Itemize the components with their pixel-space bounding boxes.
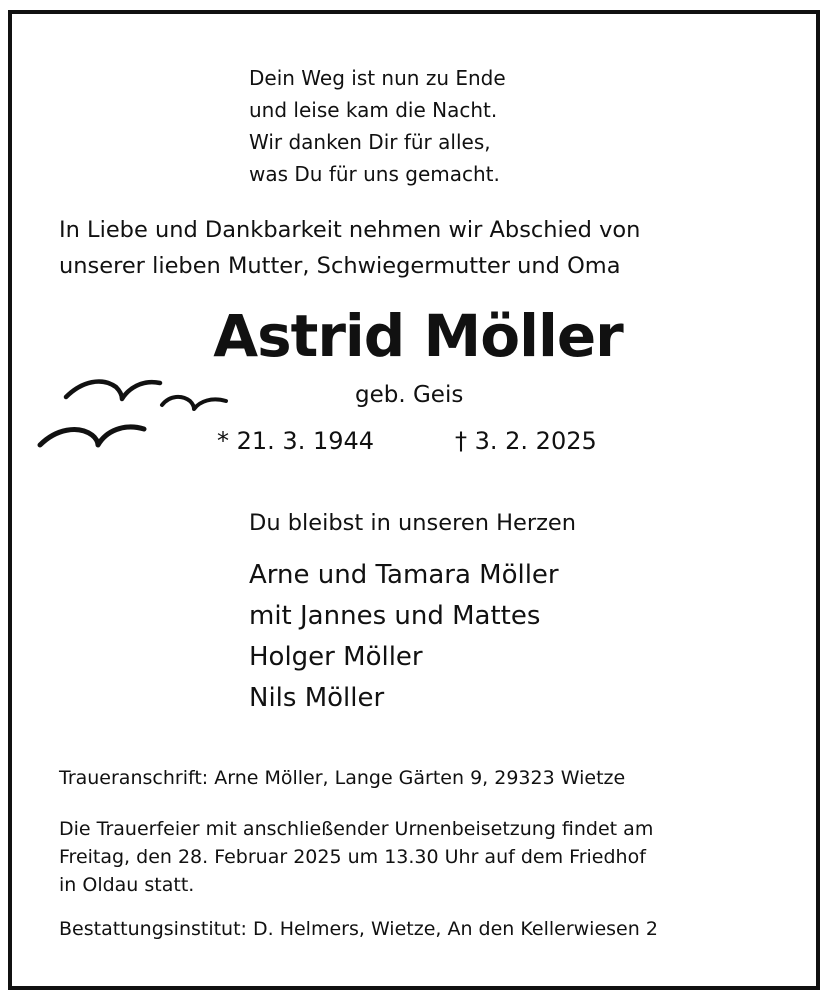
ceremony-line: in Oldau statt. <box>59 874 195 896</box>
maiden-name: geb. Geis <box>355 382 464 408</box>
poem <box>249 62 506 190</box>
intro-line: unserer lieben Mutter, Schwiegermutter und Oma <box>59 253 621 279</box>
ceremony-info <box>59 815 653 899</box>
bird-shape <box>66 382 160 399</box>
birth-date: * 21. 3. 1944 <box>217 427 375 455</box>
death-date: † 3. 2. 2025 <box>455 427 597 455</box>
mourner: Arne und Tamara Möller <box>249 560 559 590</box>
mourning-address: Traueranschrift: Arne Möller, Lange Gärten 9, 29323 Wietze <box>59 767 626 789</box>
mourner: Holger Möller <box>249 642 423 672</box>
ceremony-line: Freitag, den 28. Februar 2025 um 13.30 Uhr auf dem Friedhof <box>59 846 646 868</box>
mourners-list <box>249 555 559 719</box>
undertaker-info: Bestattungsinstitut: D. Helmers, Wietze, An den Kellerwiesen 2 <box>59 918 658 940</box>
poem-line: Wir danken Dir für alles, <box>249 130 491 154</box>
intro-line: In Liebe und Dankbarkeit nehmen wir Abschied von <box>59 217 641 243</box>
poem-line: und leise kam die Nacht. <box>249 98 498 122</box>
bird-shape <box>162 397 226 409</box>
mourner: Nils Möller <box>249 683 385 713</box>
poem-line: was Du für uns gemacht. <box>249 162 500 186</box>
mourner: mit Jannes und Mattes <box>249 601 541 631</box>
remembrance-line: Du bleibst in unseren Herzen <box>249 510 577 536</box>
intro-text <box>59 212 640 284</box>
poem-line: Dein Weg ist nun zu Ende <box>249 66 506 90</box>
bird-shape <box>40 427 144 445</box>
deceased-name: Astrid Möller <box>213 302 623 370</box>
ceremony-line: Die Trauerfeier mit anschließender Urnenbeisetzung findet am <box>59 818 654 840</box>
